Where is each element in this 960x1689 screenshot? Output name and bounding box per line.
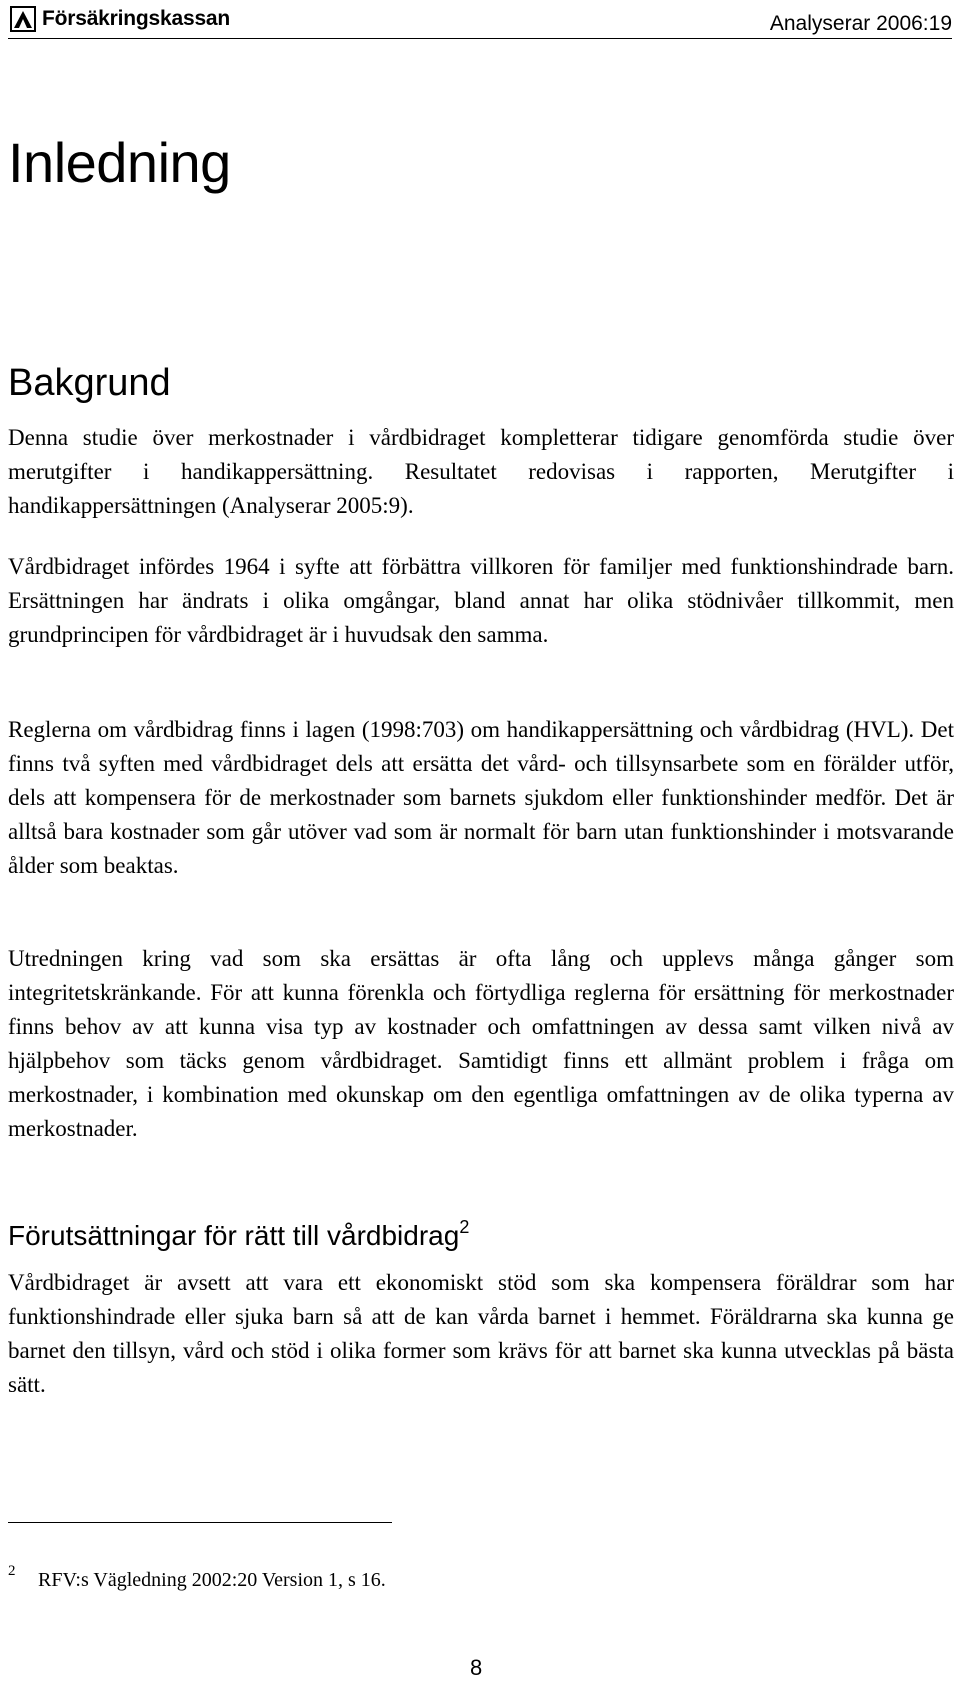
paragraph: Vårdbidraget infördes 1964 i syfte att förbättra villkoren för familjer med funktionshindrade barn. Ersättningen har ändrats i olika omgångar, bland annat har olika stödnivåer tillkommit, men grundprincipen för vårdbidraget är i huvudsak den samma. — [8, 554, 954, 647]
footnote-divider — [8, 1522, 392, 1523]
series-label: Analyserar 2006:19 — [769, 12, 952, 35]
forsakringskassan-logo-icon — [10, 6, 36, 32]
page-number: 8 — [470, 1655, 483, 1680]
footnote-reference: 2 — [459, 1217, 470, 1237]
paragraph: Denna studie över merkostnader i vårdbidraget kompletterar tidigare genomförda studie över merutgifter i handikappersättning. Resultatet redovisas i rapporten, Merutgifter i handikappersättningen (Analyserar 2005:9). — [8, 425, 954, 518]
page-title: Inledning — [8, 131, 231, 194]
subsection-heading-text: Förutsättningar för rätt till vårdbidrag — [8, 1220, 460, 1251]
paragraph: Utredningen kring vad som ska ersättas är ofta lång och upplevs många gånger som integritetskränkande. För att kunna förenkla och förtydliga reglerna för ersättning för merkostnader finns behov av att kunna visa typ av kostnader och omfattningen av dessa samt vilken nivå av hjälpbehov som täcks genom vårdbidraget. Samtidigt finns ett allmänt problem i fråga om merkostnader, i kombination med okunskap om den egentliga omfattningen av de olika typerna av merkostnader. — [8, 946, 954, 1141]
subsection-heading — [8, 1217, 470, 1252]
section-heading: Bakgrund — [8, 362, 171, 404]
logo — [10, 6, 230, 32]
logo-text: Försäkringskassan — [42, 7, 231, 30]
footnote-text: RFV:s Vägledning 2002:20 Version 1, s 16. — [38, 1569, 386, 1591]
footnote-mark: 2 — [8, 1563, 16, 1579]
paragraph: Vårdbidraget är avsett att vara ett ekonomiskt stöd som ska kompensera föräldrar som har funktionshindrade eller sjuka barn så att de kan vårda barnet i hemmet. Föräldrarna ska kunna ge barnet den tillsyn, vård och stöd i olika former som krävs för att barnet ska kunna utvecklas på bästa sätt. — [8, 1270, 954, 1397]
footnote — [8, 1563, 386, 1592]
page-header — [8, 4, 952, 39]
paragraph: Reglerna om vårdbidrag finns i lagen (1998:703) om handikappersättning och vårdbidrag (HVL). Det finns två syften med vårdbidraget dels att ersätta det vård- och tillsynsarbete som en förälder utför, dels att kompensera för de merkostnader som barnets sjukdom eller funktionshinder medför. Det är alltså bara kostnader som går utöver vad som är normalt för barn utan funktionshinder i motsvarande ålder som beaktas. — [8, 717, 954, 878]
